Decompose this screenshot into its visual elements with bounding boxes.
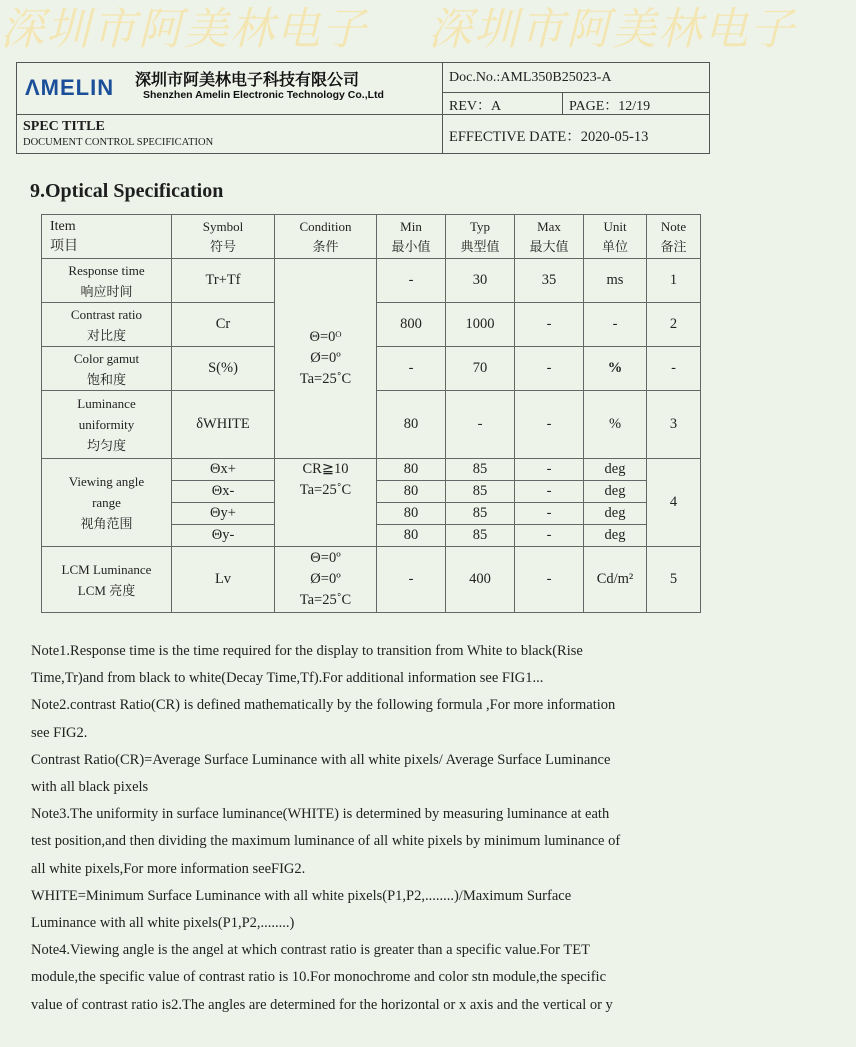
note-cell: 4 xyxy=(647,459,701,547)
min-cell: - xyxy=(377,347,446,391)
item-name: Response time xyxy=(68,262,145,278)
note-cell: 2 xyxy=(647,303,701,347)
header-label: Symbol xyxy=(202,218,244,234)
section-title: 9.Optical Specification xyxy=(30,180,224,202)
min-cell: - xyxy=(377,547,446,613)
min-cell: 80 xyxy=(377,503,446,525)
note-line: WHITE=Minimum Surface Luminance with all white pixels(P1,P2,........)/Maximum Surface xyxy=(31,887,572,904)
typ-cell: 1000 xyxy=(446,303,515,347)
revision-cell xyxy=(443,93,563,115)
table-row xyxy=(42,547,701,613)
note-line: module,the specific value of contrast ratio is 10.For monochrome and color stn module,the specific xyxy=(31,969,607,986)
header-label: Item xyxy=(50,218,76,234)
watermark xyxy=(0,4,796,64)
note-cell: - xyxy=(647,347,701,391)
header-label-cn: 典型值 xyxy=(460,238,500,254)
unit-cell: deg xyxy=(584,481,647,503)
condition-line: Θ=0º xyxy=(310,550,341,566)
typ-cell: - xyxy=(446,391,515,459)
item-name: Luminance xyxy=(77,396,136,411)
max-cell: - xyxy=(515,503,584,525)
spec-title: SPEC TITLE xyxy=(23,119,105,134)
note-line: Time,Tr)and from black to white(Decay Time,Tf).For additional information see FIG1... xyxy=(31,670,544,687)
item-cell xyxy=(42,347,172,391)
typ-cell: 70 xyxy=(446,347,515,391)
symbol-cell: Θx+ xyxy=(172,459,275,481)
item-name-cn: 均匀度 xyxy=(86,438,126,453)
note-line: all white pixels,For more information seeFIG2. xyxy=(31,860,306,877)
note-line: test position,and then dividing the maximum luminance of all white pixels by minimum luminance of xyxy=(31,833,621,850)
item-cell xyxy=(42,303,172,347)
header-label-cn: 最小值 xyxy=(391,238,431,254)
condition-line: Ta=25˚C xyxy=(299,482,352,498)
item-name-cn: 响应时间 xyxy=(80,283,133,299)
condition-line: Ø=0º xyxy=(310,571,341,587)
max-cell: - xyxy=(515,525,584,547)
company-cell xyxy=(17,63,443,115)
header-label: Max xyxy=(537,218,561,234)
condition-line: Ta=25˚C xyxy=(299,592,352,608)
note-cell: 1 xyxy=(647,259,701,303)
amelin-logo: ΛMELIN xyxy=(25,75,115,100)
table-row xyxy=(42,459,701,481)
watermark-text: 深圳市阿美林电子 xyxy=(0,4,368,55)
symbol-cell: S(%) xyxy=(172,347,275,391)
symbol-cell: Cr xyxy=(172,303,275,347)
typ-cell: 400 xyxy=(446,547,515,613)
condition-line: Ø=0º xyxy=(310,350,341,366)
header-label-cn: 最大值 xyxy=(529,238,569,254)
item-cell xyxy=(42,547,172,613)
max-cell: - xyxy=(515,303,584,347)
condition-line: Ta=25˚C xyxy=(299,371,352,387)
symbol-cell: Θx- xyxy=(172,481,275,503)
item-name: range xyxy=(92,495,121,510)
min-cell: 800 xyxy=(377,303,446,347)
item-name: Viewing angle xyxy=(68,474,145,489)
table-row xyxy=(42,259,701,303)
header-min xyxy=(377,215,446,259)
max-cell: - xyxy=(515,547,584,613)
header-item xyxy=(42,215,172,259)
header-label: Unit xyxy=(603,218,627,234)
item-name-cn: 视角范围 xyxy=(80,516,133,531)
note-line: Note1.Response time is the time required for the display to transition from White to black(Rise xyxy=(31,643,583,659)
header-label-cn: 单位 xyxy=(601,238,628,254)
header-label: Note xyxy=(660,218,687,234)
typ-cell: 85 xyxy=(446,481,515,503)
unit-cell: deg xyxy=(584,459,647,481)
unit-cell: ms xyxy=(584,259,647,303)
doc-number-cell xyxy=(443,63,709,93)
revision: REV：A xyxy=(449,99,502,114)
header-label: Min xyxy=(400,218,422,234)
effective-date: EFFECTIVE DATE：2020-05-13 xyxy=(449,129,649,145)
typ-cell: 85 xyxy=(446,459,515,481)
page-cell xyxy=(563,93,709,115)
unit-cell: - xyxy=(584,303,647,347)
condition-cell xyxy=(275,259,377,459)
symbol-cell: Θy- xyxy=(172,525,275,547)
header-typ xyxy=(446,215,515,259)
item-name: Color gamut xyxy=(73,350,140,366)
note-line: Luminance with all white pixels(P1,P2,........) xyxy=(31,915,295,932)
condition-cell xyxy=(275,547,377,613)
symbol-cell: Θy+ xyxy=(172,503,275,525)
item-name-cn: LCM 亮度 xyxy=(77,582,136,598)
symbol-cell: δWHITE xyxy=(172,391,275,459)
condition-line: Θ=0ᴼ xyxy=(309,329,342,345)
header-condition xyxy=(275,215,377,259)
unit-cell: deg xyxy=(584,525,647,547)
note-cell: 5 xyxy=(647,547,701,613)
effective-date-cell xyxy=(443,115,709,153)
company-name-cn: 深圳市阿美林电子科技有限公司 xyxy=(135,70,360,89)
note-line: Note4.Viewing angle is the angel at which contrast ratio is greater than a specific value.For TET xyxy=(31,942,590,959)
typ-cell: 85 xyxy=(446,503,515,525)
condition-line: CR≧10 xyxy=(302,461,349,477)
page-number: PAGE：12/19 xyxy=(569,99,651,114)
company-name-en: Shenzhen Amelin Electronic Technology Co.,Ltd xyxy=(143,89,384,101)
item-name: uniformity xyxy=(78,417,135,432)
symbol-cell: Tr+Tf xyxy=(172,259,275,303)
watermark-text: 深圳市阿美林电子 xyxy=(428,4,796,55)
max-cell: - xyxy=(515,347,584,391)
typ-cell: 85 xyxy=(446,525,515,547)
item-cell xyxy=(42,259,172,303)
note-line: Contrast Ratio(CR)=Average Surface Luminance with all white pixels/ Average Surface Luminance xyxy=(31,751,611,768)
min-cell: 80 xyxy=(377,391,446,459)
note-line: Note2.contrast Ratio(CR) is defined mathematically by the following formula ,For more information xyxy=(31,697,616,714)
notes-section xyxy=(31,638,721,1019)
max-cell: - xyxy=(515,459,584,481)
document-header xyxy=(16,62,710,154)
max-cell: 35 xyxy=(515,259,584,303)
note-line: see FIG2. xyxy=(31,724,88,741)
unit-cell: deg xyxy=(584,503,647,525)
note-cell: 3 xyxy=(647,391,701,459)
spec-subtitle: DOCUMENT CONTROL SPECIFICATION xyxy=(23,137,214,148)
note-line: value of contrast ratio is2.The angles are determined for the horizontal or x axis and the vertical or y xyxy=(31,996,613,1013)
min-cell: 80 xyxy=(377,481,446,503)
optical-spec-table xyxy=(41,214,701,613)
header-symbol xyxy=(172,215,275,259)
max-cell: - xyxy=(515,481,584,503)
unit-cell: % xyxy=(584,391,647,459)
min-cell: - xyxy=(377,259,446,303)
unit-cell: Cd/m² xyxy=(584,547,647,613)
item-name: Contrast ratio xyxy=(70,306,143,322)
item-name-cn: 饱和度 xyxy=(86,371,126,387)
max-cell: - xyxy=(515,391,584,459)
header-label-cn: 符号 xyxy=(209,238,236,254)
symbol-cell: Lv xyxy=(172,547,275,613)
header-label: Typ xyxy=(469,218,491,234)
header-label-cn: 备注 xyxy=(660,238,687,254)
spec-title-cell xyxy=(17,115,443,153)
item-cell xyxy=(42,459,172,547)
header-label-cn: 项目 xyxy=(50,238,78,254)
header-unit xyxy=(584,215,647,259)
min-cell: 80 xyxy=(377,525,446,547)
note-line: Note3.The uniformity in surface luminance(WHITE) is determined by measuring luminance at eath xyxy=(31,806,610,823)
doc-number: Doc.No.:AML350B25023-A xyxy=(449,70,612,85)
min-cell: 80 xyxy=(377,459,446,481)
header-label: Condition xyxy=(299,218,352,234)
table-header-row xyxy=(42,215,701,259)
item-cell xyxy=(42,391,172,459)
item-name-cn: 对比度 xyxy=(86,327,126,343)
typ-cell: 30 xyxy=(446,259,515,303)
item-name: LCM Luminance xyxy=(61,561,152,577)
unit-cell: % xyxy=(584,347,647,391)
header-max xyxy=(515,215,584,259)
condition-cell xyxy=(275,459,377,547)
note-line: with all black pixels xyxy=(31,779,149,796)
header-label-cn: 条件 xyxy=(312,238,339,254)
header-note xyxy=(647,215,701,259)
